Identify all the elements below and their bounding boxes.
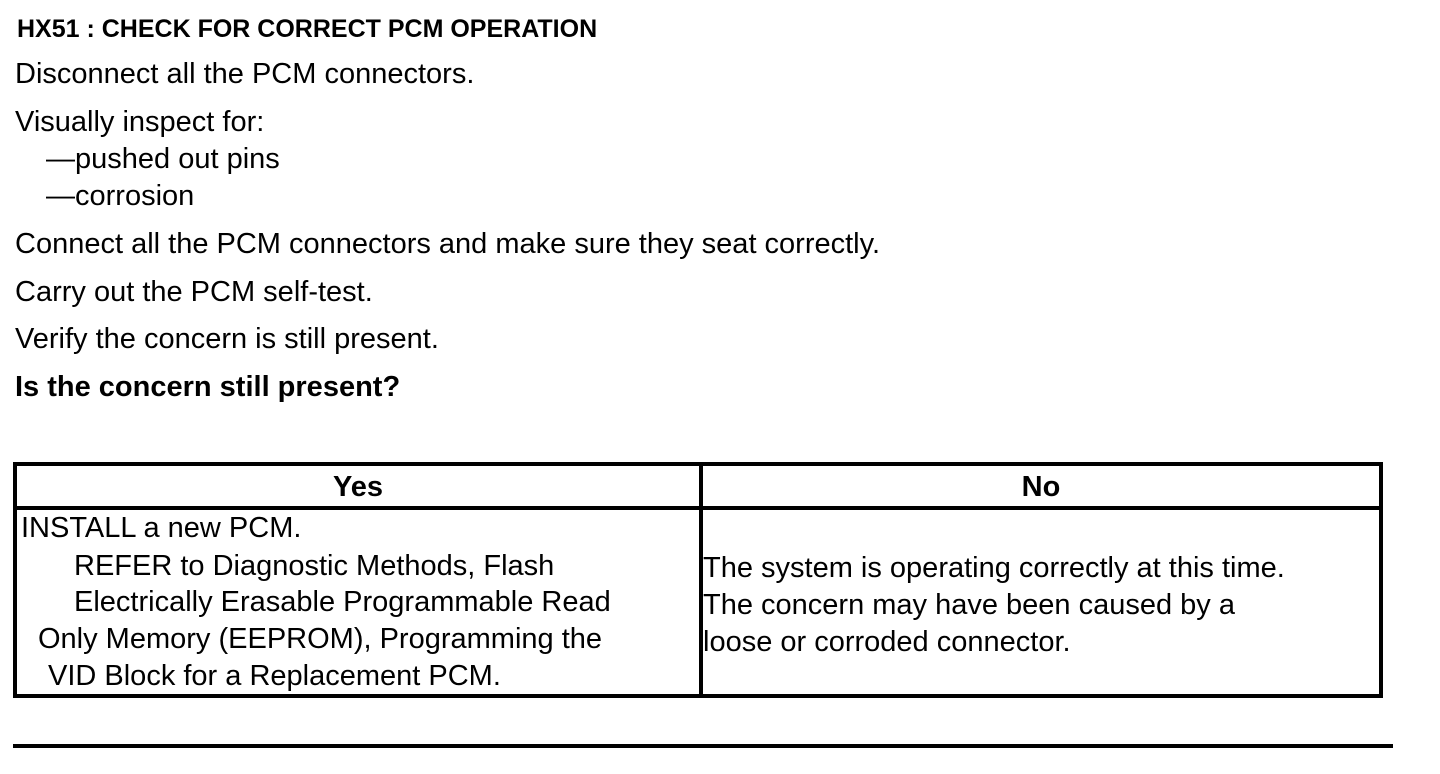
yes-cell-line-5: VID Block for a Replacement PCM. — [48, 660, 501, 692]
inspect-item-corrosion: —corrosion — [46, 180, 195, 212]
no-cell-line-1: The system is operating correctly at this time. — [703, 552, 1285, 584]
no-cell-line-2: The concern may have been caused by a — [703, 589, 1235, 621]
step-inspect: Visually inspect for: — [15, 106, 265, 138]
step-disconnect: Disconnect all the PCM connectors. — [15, 58, 475, 90]
step-question: Is the concern still present? — [15, 371, 401, 403]
result-table — [13, 462, 1383, 698]
procedure-heading: HX51 : CHECK FOR CORRECT PCM OPERATION — [17, 15, 598, 43]
yes-column-header: Yes — [333, 471, 383, 503]
yes-cell-line-1: INSTALL a new PCM. — [21, 512, 302, 544]
no-cell-line-3: loose or corroded connector. — [703, 626, 1071, 658]
yes-cell-line-3: Electrically Erasable Programmable Read — [74, 586, 611, 618]
step-self-test: Carry out the PCM self-test. — [15, 276, 373, 308]
no-column-header: No — [1021, 471, 1061, 503]
yes-cell-line-4: Only Memory (EEPROM), Programming the — [38, 623, 603, 655]
step-verify: Verify the concern is still present. — [15, 323, 439, 355]
yes-cell-line-2: REFER to Diagnostic Methods, Flash — [74, 550, 555, 582]
inspect-item-pins: —pushed out pins — [46, 143, 280, 175]
step-connect: Connect all the PCM connectors and make sure they seat correctly. — [15, 228, 881, 260]
bottom-rule — [13, 744, 1393, 748]
